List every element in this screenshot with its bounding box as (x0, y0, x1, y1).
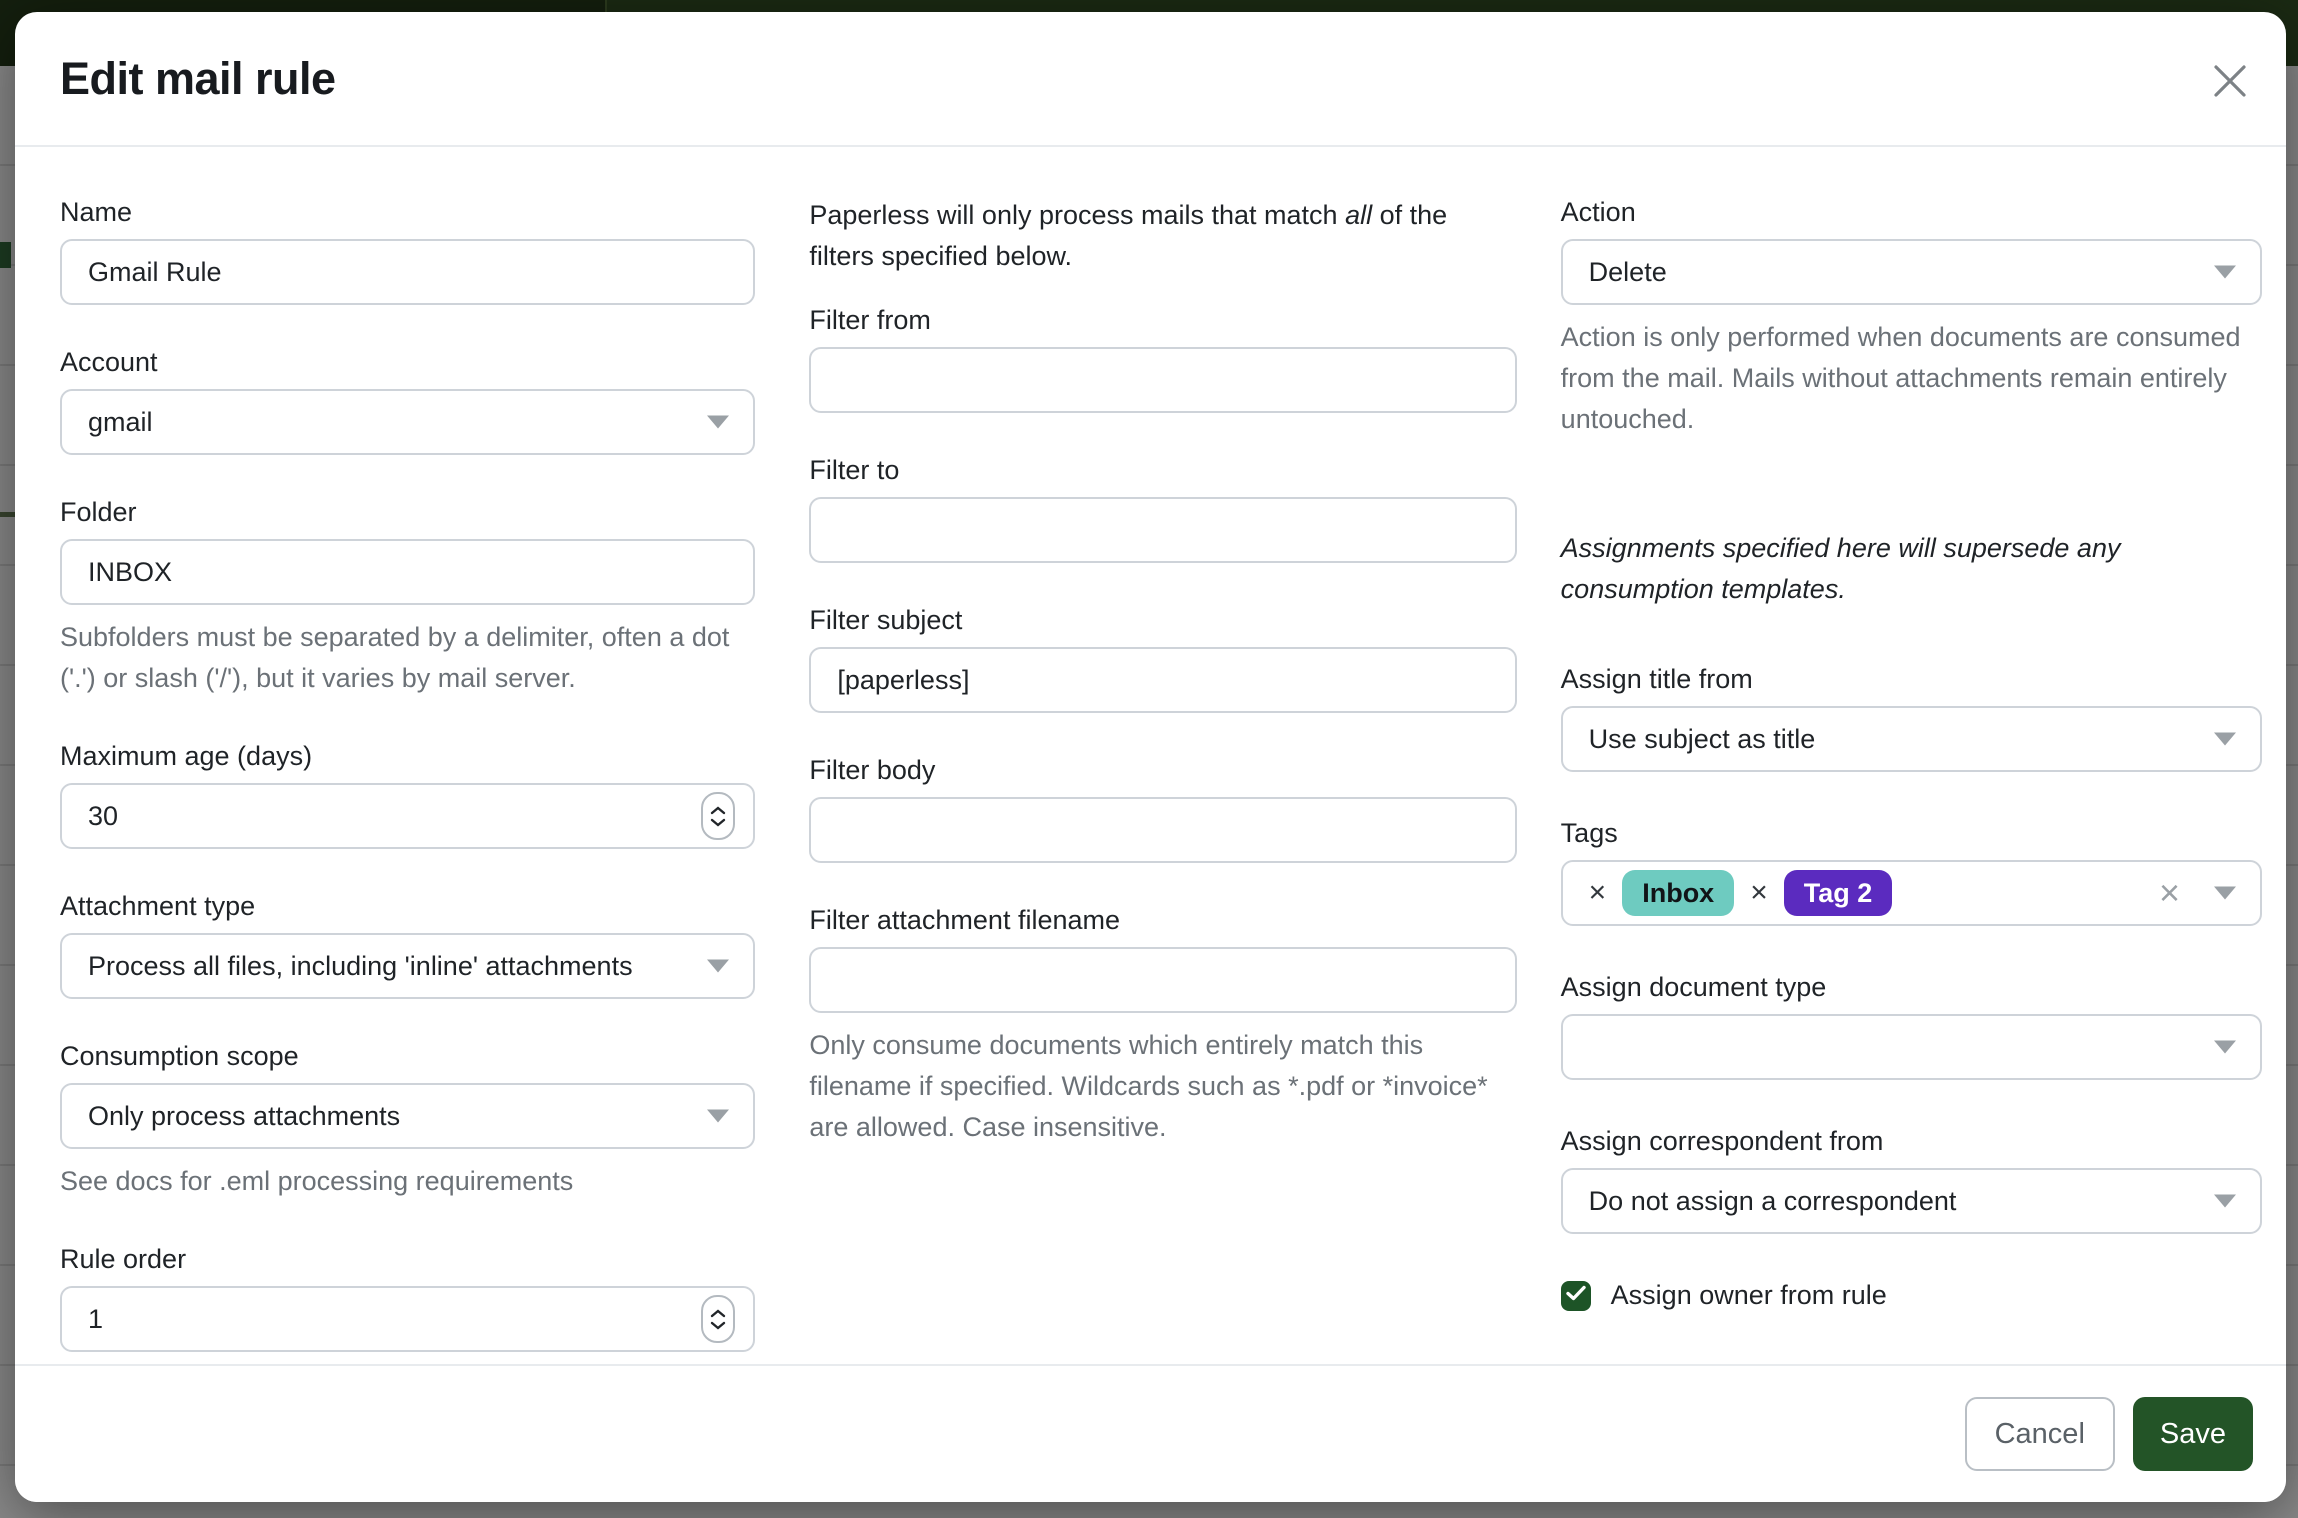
background-page-right (2285, 66, 2298, 1518)
name-input[interactable] (60, 239, 755, 305)
assign-owner-checkbox[interactable] (1561, 1281, 1591, 1311)
attachment-type-value: Process all files, including 'inline' attachments (88, 950, 633, 981)
column-filters (809, 195, 1516, 1392)
field-tags (1561, 816, 2262, 926)
remove-tag-icon[interactable]: × (1750, 876, 1768, 909)
field-filter-body (809, 753, 1516, 863)
background-page-left (0, 66, 15, 1518)
field-assign-owner (1561, 1280, 2262, 1311)
assign-title-from-value: Use subject as title (1588, 723, 1816, 754)
number-stepper[interactable] (701, 1295, 735, 1343)
column-general (60, 195, 755, 1392)
clear-tags-icon[interactable]: × (2158, 872, 2180, 913)
name-label: Name (60, 197, 133, 227)
tags-label: Tags (1560, 818, 1618, 848)
field-account (60, 345, 755, 455)
maximum-age-label: Maximum age (days) (60, 741, 313, 771)
folder-input[interactable] (60, 539, 755, 605)
filter-body-label: Filter body (809, 755, 936, 785)
assign-title-from-label: Assign title from (1560, 664, 1753, 694)
filter-to-label: Filter to (809, 455, 900, 485)
assign-correspondent-from-value: Do not assign a correspondent (1588, 1185, 1957, 1216)
filter-attachment-filename-input[interactable] (809, 947, 1516, 1013)
action-help-text: Action is only performed when documents are consumed from the mail. Mails without attachments remain entirely untouched. (1560, 322, 2241, 434)
consumption-scope-help-text: See docs for .eml processing requirements (60, 1166, 574, 1196)
consumption-scope-label: Consumption scope (60, 1041, 299, 1071)
field-filter-subject (809, 603, 1516, 713)
edit-mail-rule-dialog (15, 12, 2286, 1502)
tag-badge: Tag 2 (1784, 870, 1893, 916)
close-icon (2212, 63, 2248, 102)
dialog-header (15, 12, 2286, 147)
field-filter-to (809, 453, 1516, 563)
filter-from-label: Filter from (809, 305, 931, 335)
background-text-fragment (0, 242, 11, 268)
chevron-down-icon (2214, 266, 2236, 279)
filters-intro-before: Paperless will only process mails that match (809, 200, 1346, 230)
filter-from-input[interactable] (809, 347, 1516, 413)
filter-to-input[interactable] (809, 497, 1516, 563)
assign-document-type-select[interactable] (1561, 1014, 2262, 1080)
filter-attachment-filename-label: Filter attachment filename (809, 905, 1121, 935)
check-icon (1566, 1285, 1586, 1306)
filters-intro-italic: all (1345, 200, 1373, 230)
assign-document-type-label: Assign document type (1560, 972, 1827, 1002)
attachment-type-label: Attachment type (60, 891, 256, 921)
rule-order-value: 1 (88, 1303, 104, 1334)
action-label: Action (1560, 197, 1636, 227)
consumption-scope-select[interactable] (60, 1083, 755, 1149)
account-value: gmail (88, 406, 153, 437)
chevron-down-icon (2214, 1195, 2236, 1208)
folder-label: Folder (60, 497, 137, 527)
field-maximum-age (60, 739, 755, 849)
tag-badge: Inbox (1622, 870, 1734, 916)
assign-correspondent-from-label: Assign correspondent from (1560, 1126, 1884, 1156)
assign-title-from-select[interactable] (1561, 706, 2262, 772)
filter-subject-value: [paperless] (837, 664, 970, 695)
cancel-button[interactable]: Cancel (1965, 1397, 2115, 1471)
field-consumption-scope (60, 1039, 755, 1202)
folder-value: INBOX (88, 556, 173, 587)
save-button[interactable]: Save (2133, 1397, 2253, 1471)
field-filter-from (809, 303, 1516, 413)
maximum-age-value: 30 (88, 800, 119, 831)
page-title: Edit mail rule (60, 52, 336, 104)
field-filter-attachment-filename (809, 903, 1516, 1148)
dialog-footer (15, 1364, 2286, 1502)
field-attachment-type (60, 889, 755, 999)
tags-select[interactable] (1561, 860, 2262, 926)
remove-tag-icon[interactable]: × (1588, 876, 1607, 909)
attachment-type-select[interactable] (60, 933, 755, 999)
field-assign-correspondent-from (1561, 1124, 2262, 1234)
folder-help-text: Subfolders must be separated by a delimiter, often a dot ('.') or slash ('/'), but it varies by mail server. (60, 622, 730, 693)
consumption-scope-value: Only process attachments (88, 1100, 401, 1131)
chevron-down-icon (707, 416, 729, 429)
column-action (1561, 195, 2262, 1392)
account-label: Account (60, 347, 158, 377)
filters-intro-text (809, 195, 1516, 277)
filter-attachment-filename-help-text: Only consume documents which entirely match this filename if specified. Wildcards such as *.pdf or *invoice* are allowed. Case insensitive. (809, 1030, 1488, 1142)
background-row-line (0, 512, 15, 517)
rule-order-input[interactable] (60, 1286, 755, 1352)
filter-subject-input[interactable] (809, 647, 1516, 713)
assign-correspondent-from-select[interactable] (1561, 1168, 2262, 1234)
filter-subject-label: Filter subject (809, 605, 963, 635)
action-select[interactable] (1561, 239, 2262, 305)
action-value: Delete (1588, 256, 1667, 287)
field-action (1561, 195, 2262, 440)
maximum-age-input[interactable] (60, 783, 755, 849)
chevron-down-icon (707, 1110, 729, 1123)
dialog-body (15, 147, 2286, 1392)
account-select[interactable] (60, 389, 755, 455)
chevron-down-icon (2214, 887, 2236, 900)
filters-intro-after: of the filters specified below. (809, 200, 1448, 271)
chevron-down-icon (707, 960, 729, 973)
number-stepper[interactable] (701, 792, 735, 840)
field-folder (60, 495, 755, 699)
field-name (60, 195, 755, 305)
chevron-down-icon (2214, 733, 2236, 746)
field-rule-order (60, 1242, 755, 1352)
filter-body-input[interactable] (809, 797, 1516, 863)
assign-owner-label: Assign owner from rule (1610, 1280, 1887, 1310)
rule-order-label: Rule order (60, 1244, 187, 1274)
field-assign-title-from (1561, 662, 2262, 772)
assignments-note: Assignments specified here will supersede any consumption templates. (1560, 533, 2121, 604)
close-button[interactable] (2206, 58, 2254, 106)
field-assign-document-type (1561, 970, 2262, 1080)
name-value: Gmail Rule (88, 256, 222, 287)
chevron-down-icon (2214, 1041, 2236, 1054)
